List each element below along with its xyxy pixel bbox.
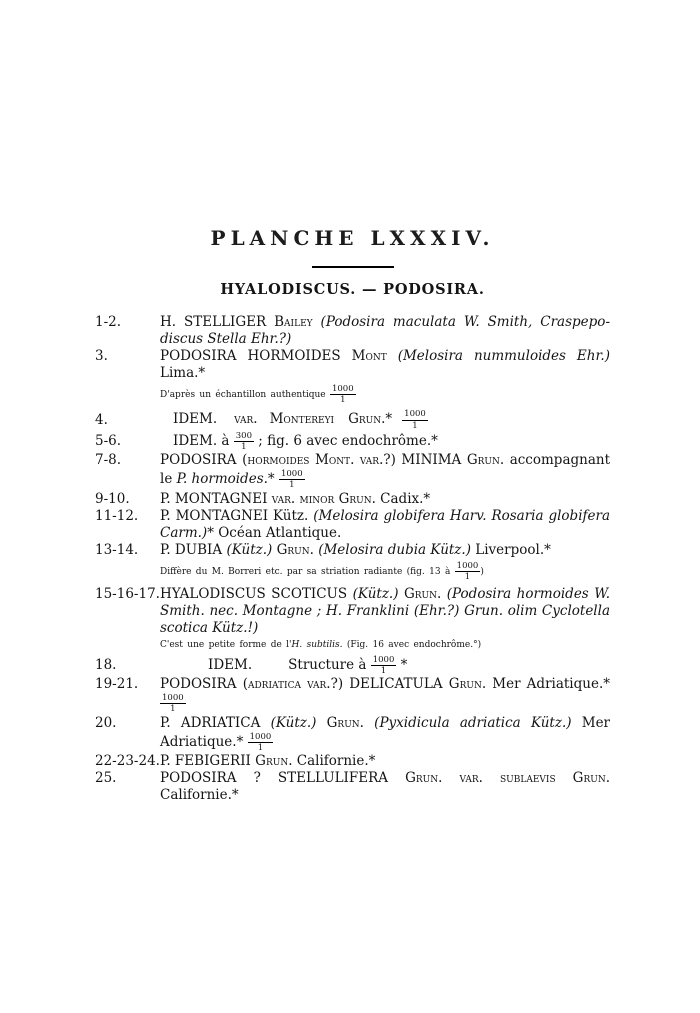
entry-text-segment: (Melosira nummuloides Ehr.) [397,348,610,364]
figure-number: 4. [95,411,108,428]
entry-text-segment: (Fig. 16 avec endochrôme.°) [342,639,482,650]
entry-text-segment: ; fig. 6 avec endochrôme.* [254,432,438,449]
entry-text-segment: (Podosira maculata W. Smith, Craspepo-discus Stella Ehr.?) [160,314,611,347]
entry-text-segment [364,715,374,731]
entry-list [95,314,610,804]
fraction-numerator: 1000 [249,731,272,742]
fraction-numerator: 1000 [331,384,354,394]
plate-entry [95,753,610,770]
entry-text-segment: Grun. var. sublaevis Grun. [405,770,610,786]
plate-entry [95,452,610,490]
figure-number: 18. [95,657,117,674]
entry-text-segment: Mer Adriatique.* [486,676,610,693]
fraction-denominator: 1 [464,571,471,582]
entry-text-segment: H. subtilis. [291,639,343,650]
entry-text-segment: ?) MINIMA [383,452,467,469]
plate-subtitle: HYALODISCUS. — PODOSIRA. [220,281,485,298]
plate-entry [95,655,610,676]
fraction-numerator: 1000 [372,654,395,665]
plate-title: PLANCHE LXXXIV. [210,226,495,250]
entry-text-segment: PODOSIRA HORMOIDES [160,348,352,364]
magnification-fraction [248,732,274,753]
entry-text-segment: IDEM. à [173,432,234,449]
entry-text-segment [387,348,398,364]
entry-text-segment [316,715,326,731]
title-divider [312,266,394,268]
entry-text-segment: (Podosira hormoides W. Smith. nec. Montagne ; H. Franklini (Ehr.?) Grun. olim Cyclotella scotica Kütz.!) [160,585,611,636]
plate-entry [95,409,610,430]
entry-text-segment: Grun. [466,452,505,469]
entry-text-segment: Diffère du M. Borreri etc. par sa striation radiante (fig. 13 à [160,566,455,577]
entry-text-segment: Lima.* [160,365,206,381]
entry-text-segment: C'est une petite forme de l' [160,639,292,650]
plate-entry [95,770,610,804]
figure-number: 11-12. [95,507,139,524]
magnification-fraction [160,693,186,714]
entry-text-segment: var. [234,411,258,428]
magnification-fraction [279,469,305,490]
entry-text-segment: Californie.* [160,787,239,803]
figure-number: 5-6. [95,432,122,449]
entry-text-segment: PODOSIRA ( [160,676,248,693]
figure-number: 25. [95,770,117,786]
figure-number: 9-10. [95,490,130,507]
entry-text-segment: H. STELLIGER [160,314,275,330]
plate-entry [95,676,610,714]
fraction-numerator: 300 [235,430,252,441]
entry-text-segment: (Melosira globifera Harv. Rosaria globifera Carm.) [160,507,610,541]
entry-text-segment: P. MONTAGNEI Kütz. [160,507,314,524]
magnification-fraction [371,655,397,676]
entry-text-segment: Grun. [448,676,487,693]
figure-number: 7-8. [95,452,122,469]
figure-number: 15-16-17. [95,585,160,602]
entry-text-segment: Liverpool.* [470,541,551,558]
magnification-fraction [402,409,428,430]
plate-entry [95,715,610,753]
entry-text-segment: (Kütz.) [270,714,317,731]
figure-number: 19-21. [95,676,139,693]
entry-note [160,384,610,405]
entry-text-segment: adriatica var. [247,676,331,693]
plate-entry [95,431,610,452]
entry-text-segment: Bailey [274,314,313,330]
entry-text-segment: D'après un échantillon authentique [160,390,330,401]
fraction-numerator: 1000 [404,409,426,420]
figure-number: 20. [95,714,117,731]
entry-text-segment: P. ADRIATICA [160,714,271,731]
entry-text-segment: Grun. [403,585,442,602]
fraction-denominator: 1 [257,742,264,753]
entry-text-segment: P. MONTAGNEI [160,490,272,507]
entry-text-segment: Cadix.* [375,490,431,507]
magnification-fraction [455,561,481,582]
plate-entry [95,586,610,651]
entry-text-segment [313,314,321,330]
fraction-denominator: 1 [289,480,295,491]
entry-text-segment: * [267,471,279,488]
fraction-numerator: 1000 [456,560,479,571]
entry-text-segment: ?) DELICATULA [330,676,449,693]
entry-text-segment: Grun. [255,753,293,769]
entry-text-segment: HYALODISCUS SCOTICUS [160,585,353,602]
entry-text-segment: * [385,411,393,428]
plate-entry [95,508,610,542]
fraction-denominator: 1 [412,420,418,431]
entry-text-segment: * [396,657,408,674]
entry-text-segment: Mer Adriatique.* [160,714,611,750]
entry-text-segment: Grun. [326,714,364,731]
entry-text-segment: IDEM. [208,657,253,674]
figure-number: 1-2. [95,314,122,330]
fraction-denominator: 1 [241,441,247,452]
entry-note [160,561,610,582]
entry-note [160,639,610,651]
figure-number: 22-23-24. [95,753,160,769]
entry-text-segment: (Kütz.) [352,585,399,602]
entry-text-segment: Structure à [288,657,371,674]
entry-text-segment: PODOSIRA ? STELLULIFERA [160,770,406,786]
entry-text-segment: (Kütz.) [226,541,273,558]
fraction-denominator: 1 [170,704,176,715]
plate-entry [95,314,610,348]
entry-text-segment: ) [480,566,484,577]
entry-text-segment: Montereyi [269,411,335,428]
entry-text-segment: Mont [351,348,387,364]
entry-text-segment: Grun. [348,411,386,428]
figure-number: 13-14. [95,541,139,558]
entry-text-segment: hormoides Mont. var. [247,452,384,469]
magnification-fraction [330,384,356,405]
figure-number: 3. [95,348,108,364]
plate-entry [95,348,610,405]
entry-text-segment: accompagnant le [160,452,610,488]
plate-entry [95,491,610,508]
entry-text-segment: Californie.* [292,753,376,769]
entry-text-segment: PODOSIRA ( [160,452,248,469]
entry-text-segment: IDEM. [173,411,218,428]
entry-text-segment: (Melosira dubia Kütz.) [318,541,471,558]
plate-entry [95,542,610,582]
fraction-numerator: 1000 [280,469,303,480]
entry-text-segment: (Pyxidicula adriatica Kütz.) [374,714,572,731]
entry-text-segment: * Océan Atlantique. [207,524,342,541]
fraction-denominator: 1 [380,666,387,677]
fraction-denominator: 1 [340,395,346,406]
entry-text-segment: P. DUBIA [160,541,227,558]
fraction-numerator: 1000 [162,693,184,704]
entry-text-segment: P. hormoides. [176,471,268,488]
entry-text-segment: Grun. [276,541,314,558]
entry-text-segment: P. FEBIGERII [160,753,256,769]
entry-text-segment: var. minor Grun. [271,490,376,507]
magnification-fraction [234,431,254,452]
